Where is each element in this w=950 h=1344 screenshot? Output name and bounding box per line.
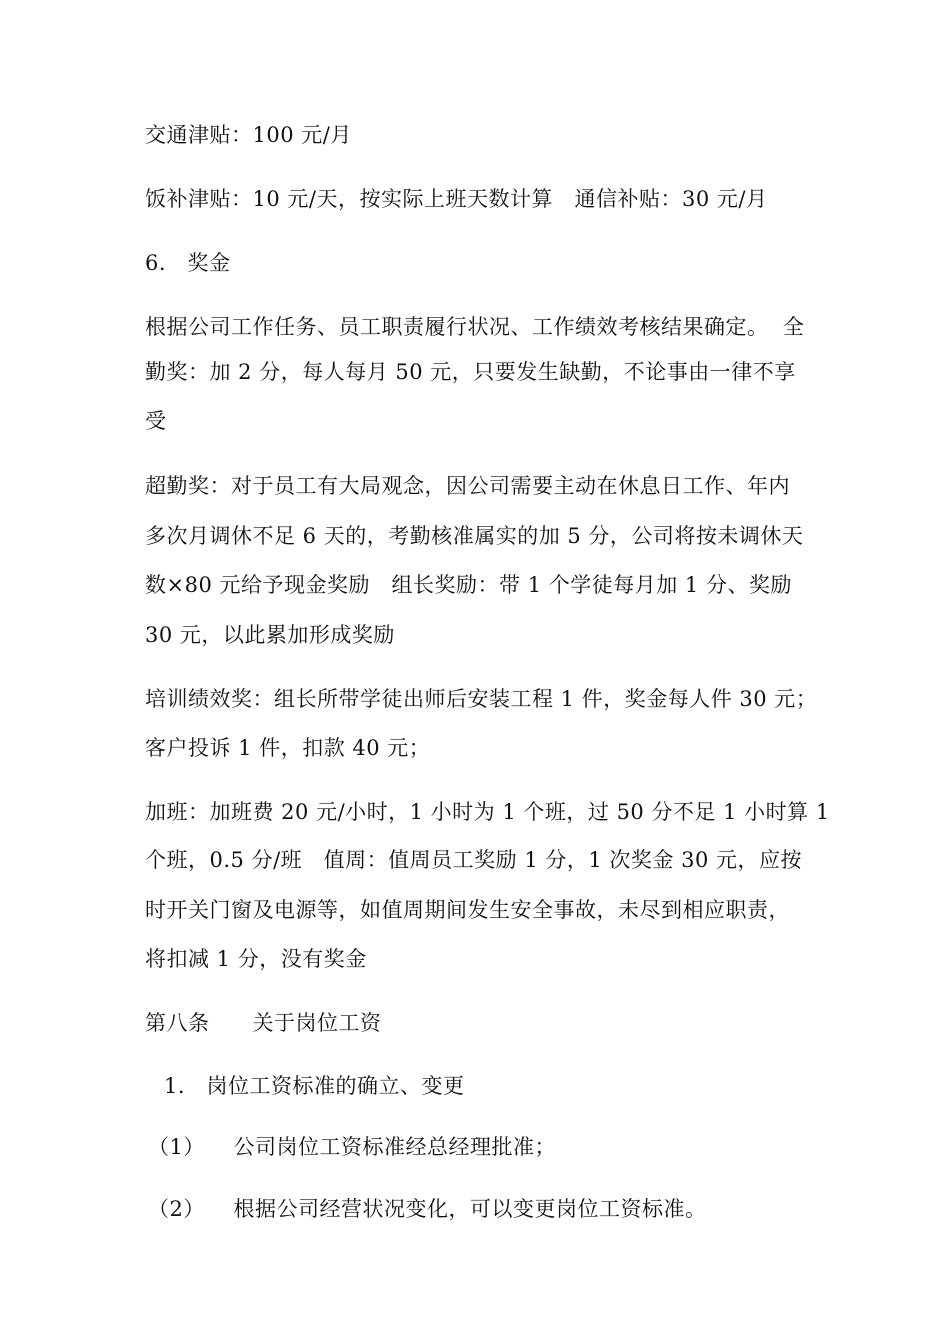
text-line-attendance-bonus-end: 受 <box>145 409 167 433</box>
text-line-meal-allowance: 饭补津贴：10 元/天，按实际上班天数计算 通信补贴：30 元/月 <box>145 187 768 211</box>
text-line-training-bonus-1: 培训绩效奖：组长所带学徒出师后安装工程 1 件，奖金每人件 30 元； <box>145 687 818 711</box>
sub-item-1: （1） 公司岗位工资标准经总经理批准； <box>148 1135 557 1159</box>
text-line-overtime-bonus-1: 超勤奖：对于员工有大局观念，因公司需要主动在休息日工作、年内 <box>145 474 790 498</box>
text-line-overtime-pay-1: 加班：加班费 20 元/小时，1 小时为 1 个班，过 50 分不足 1 小时算 1 <box>145 800 830 824</box>
text-line-overtime-pay-4: 将扣减 1 分，没有奖金 <box>145 947 367 971</box>
text-line-attendance-bonus: 勤奖：加 2 分，每人每月 50 元，只要发生缺勤，不论事由一律不享 <box>145 360 796 384</box>
text-line-overtime-pay-2: 个班，0.5 分/班 值周：值周员工奖励 1 分，1 次奖金 30 元，应按 <box>145 848 802 872</box>
sub-item-2: （2） 根据公司经营状况变化，可以变更岗位工资标准。 <box>148 1197 707 1221</box>
text-line-overtime-bonus-3: 数×80 元给予现金奖励 组长奖励：带 1 个学徒每月加 1 分、奖励 <box>145 573 792 597</box>
section-heading-bonus: 6. 奖金 <box>145 251 231 275</box>
list-item-1: 1. 岗位工资标准的确立、变更 <box>164 1074 465 1098</box>
text-line-bonus-basis: 根据公司工作任务、员工职责履行状况、工作绩效考核结果确定。 全 <box>145 315 805 339</box>
text-line-overtime-pay-3: 时开关门窗及电源等，如值周期间发生安全事故，未尽到相应职责， <box>145 898 790 922</box>
text-line-overtime-bonus-4: 30 元，以此累加形成奖励 <box>145 623 395 647</box>
article-heading-position-salary: 第八条 关于岗位工资 <box>145 1011 382 1035</box>
text-line-transport-allowance: 交通津贴：100 元/月 <box>145 123 352 147</box>
text-line-training-bonus-2: 客户投诉 1 件，扣款 40 元； <box>145 736 431 760</box>
text-line-overtime-bonus-2: 多次月调休不足 6 天的，考勤核准属实的加 5 分，公司将按未调休天 <box>145 524 804 548</box>
